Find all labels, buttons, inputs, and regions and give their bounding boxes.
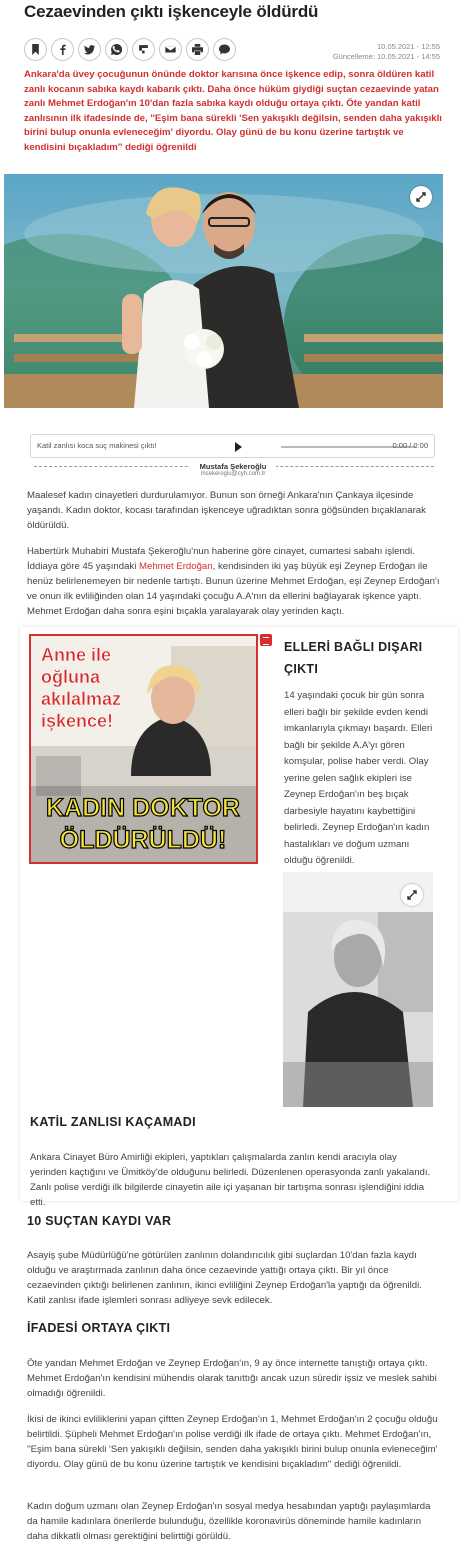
email-icon: [165, 44, 176, 55]
promo-graphic: [31, 636, 256, 862]
bookmark-icon: [30, 44, 41, 55]
audio-player: [30, 434, 435, 458]
author-name: Mustafa Şekeroğlu: [199, 462, 267, 471]
paragraph-2-text: Habertürk Muhabiri Mustafa Şekeroğlu'nun haberine göre cinayet, cumartesi sabahı işlendi. İddiaya göre 45 yaşındaki: [27, 546, 415, 572]
flipboard-icon: [138, 44, 149, 55]
share-bar: [24, 38, 238, 61]
email-share-button[interactable]: [159, 38, 182, 61]
gallery-icon[interactable]: [260, 634, 272, 646]
section-4-paragraph-3: Kadın doğum uzmanı olan Zeynep Erdoğan'ın sosyal medya hesabından yaptığı paylaşımlarda da hamile kadınlara önerilerde bulunduğu, özellikle koronavirüs döneminde hamile kadınların daha dikkatli olması gerektiğini belirttiği görüldü.: [27, 1501, 431, 1542]
bw-photo: [283, 872, 433, 1107]
twitter-icon: [84, 44, 95, 55]
paragraph-2: [27, 544, 442, 619]
expand-icon: [416, 192, 426, 202]
section-text-2: Ankara Cinayet Büro Amirliği ekipleri, yaptıkları çalışmalarda zanlın kendi aracıyla olay yerinden kaçtığını ve Ümitköy'de olduğunu belirledi. Düzenlenen operasyonda zanlı yakalandı. Zanlı polise verdiği ilk bilgilerde cinayetin aile içi yaşanan bir tartışma sonrası işlendiğini iddia etti.: [30, 1152, 431, 1208]
promo-line-1: Anne ile: [41, 645, 112, 665]
hero-photo[interactable]: [4, 174, 443, 408]
print-button[interactable]: [186, 38, 209, 61]
section-4-paragraph-2: İkisi de ikinci evliliklerini yapan çiftten Zeynep Erdoğan'ın 1, Mehmet Erdoğan'ın 2 çocuğu olduğu belirtildi. Şüpheli Mehmet Erdoğan'ın polise verdiği ilk ifade de ortaya çıktı. Mehmet Erdoğan'ın, ''Eşim bana sürekli 'Sen yakışıklı değilsin, senden daha yakışıklı birini bulup onunla evleneceğim' diyordu. Olay günü de bu konu üzerine tartıştık ve kendisini bıçakladım'' dediği öğrenildi.: [27, 1414, 438, 1470]
author-email[interactable]: msekeroglu@cyh.com.tr: [200, 471, 266, 477]
section-heading-3: 10 SUÇTAN KAYDI VAR: [27, 1214, 172, 1228]
section-heading-4: İFADESİ ORTAYA ÇIKTI: [27, 1321, 171, 1335]
expand-photo-button[interactable]: [410, 186, 432, 208]
section-heading-2: KATİL ZANLISI KAÇAMADI: [30, 1115, 196, 1129]
promo-headline-1: KADIN DOKTOR: [46, 794, 240, 822]
comment-button[interactable]: [213, 38, 236, 61]
audio-time: 0:00 / 0:00: [392, 441, 428, 450]
print-icon: [192, 44, 203, 55]
audio-title: Katil zanlısı koca suç makinesi çıktı!: [37, 441, 157, 450]
paragraph-1: Maalesef kadın cinayetleri durdurulamıyor. Bunun son örneği Ankara'nın Çankaya ilçesinde yaşandı. Kadın doktor, kocası tarafından işkenceye uğradıktan sonra göğsünden bıçaklanarak öldürüldü.: [27, 490, 426, 531]
section-4-paragraph-1: Öte yandan Mehmet Erdoğan ve Zeynep Erdoğan'ın, 9 ay önce internette tanıştığı ortaya çıktı. Mehmet Erdoğan'ın kendisini mühendis olarak tanıttığı ancak uzun süredir işsiz ve meslek sahibi olmadığı öğrenildi.: [27, 1358, 437, 1399]
whatsapp-share-button[interactable]: [105, 38, 128, 61]
whatsapp-icon: [111, 44, 122, 55]
person-link[interactable]: Mehmet Erdoğan: [139, 561, 213, 572]
promo-line-3: akılalmaz: [41, 689, 122, 709]
comment-icon: [219, 44, 230, 55]
promo-image[interactable]: [29, 634, 258, 864]
couple-photo: [4, 174, 443, 408]
bookmark-button[interactable]: [24, 38, 47, 61]
section-heading-1: ELLERİ BAĞLI DIŞARI ÇIKTI: [284, 640, 423, 676]
expand-icon: [407, 890, 417, 900]
promo-line-2: oğluna: [41, 667, 100, 687]
article-title: Cezaevinden çıktı işkenceyle öldürdü: [24, 2, 319, 21]
facebook-share-button[interactable]: [51, 38, 74, 61]
section-text-1: 14 yaşındaki çocuk bir gün sonra elleri bağlı bir şekilde evden kendi imkanlarıyla çıkmayı başardı. Elleri bağlı bir şekilde A.A'yı gören komşular, polise haber verdi. Olay yerine gelen sağlık ekipleri ise Zeynep Erdoğan'ın beş bıçak darbesiyle hayatını kaybettiğini belirledi. Zeynep Erdoğan'ın kadın hastalıkları ve doğum uzmanı olduğu öğrenildi.: [284, 690, 433, 866]
updated-date: Güncelleme: 10.05.2021 - 14:55: [332, 52, 440, 61]
flipboard-share-button[interactable]: [132, 38, 155, 61]
article-spot: Ankara'da üvey çocuğunun önünde doktor karısına önce işkence edip, sonra öldüren katil zanlı kocanın sabıka kaydı kabarık çıktı. Daha önce hüküm giydiği suçtan cezaevinde yatan zanlı Mehmet Erdoğan'ın 10'dan fazla sabıka kaydı olduğu ortaya çıktı. Öte yandan katil zanlısının ilk ifadesinde de, ''Eşim bana sürekli 'Sen yakışıklı değilsin, senden daha yakışıklı birini bulup onunla evleneceğim' diyordu. Olay günü de bu konu üzerine tartıştık ve kendisini bıçakladım'' dediği öğrenildi: [24, 69, 442, 153]
section-text-3: Asayiş şube Müdürlüğü'ne götürülen zanlının dolandırıcılık gibi suçlardan 10'dan fazla kaydı olduğu ve araştırmada zanlının daha önce cezaevinde yattığı ortaya çıktı. Bir yıl önce cezaevinden çıktığı belirlenen zanlının, ikinci evliliğini Zeynep Erdoğan'la yaptığı da öğrenildi. Katil zanlısı ifade işlemleri sonrası adliyeye sevk edilecek.: [27, 1250, 422, 1306]
paragraph-2-text-cont: , kendisinden iki yaş büyük eşi Zeynep Erdoğan ile henüz belirlenemeyen bir nedenle tartıştı. Bunun üzerine Mehmet Erdoğan, eşi Zeynep Erdoğan'ı ve onun ilk evliliğinden olan 14 yaşındaki çocuğu A.A'nın da ellerini bağlayarak işkence yaptı. Mehmet Erdoğan daha sonra eşini bıçakla yaralayarak olay yerinden kaçtı.: [27, 561, 440, 617]
article-dates: [333, 42, 440, 62]
published-date: 10.05.2021 - 12:55: [377, 42, 440, 51]
promo-headline-2: ÖLDÜRÜLDÜ!: [59, 826, 227, 854]
twitter-share-button[interactable]: [78, 38, 101, 61]
facebook-icon: [57, 44, 68, 55]
play-button[interactable]: [235, 442, 242, 452]
expand-photo-button-2[interactable]: [401, 884, 423, 906]
victim-photo[interactable]: [283, 872, 433, 1107]
author-info: [190, 462, 276, 477]
promo-line-4: işkence!: [41, 711, 114, 731]
